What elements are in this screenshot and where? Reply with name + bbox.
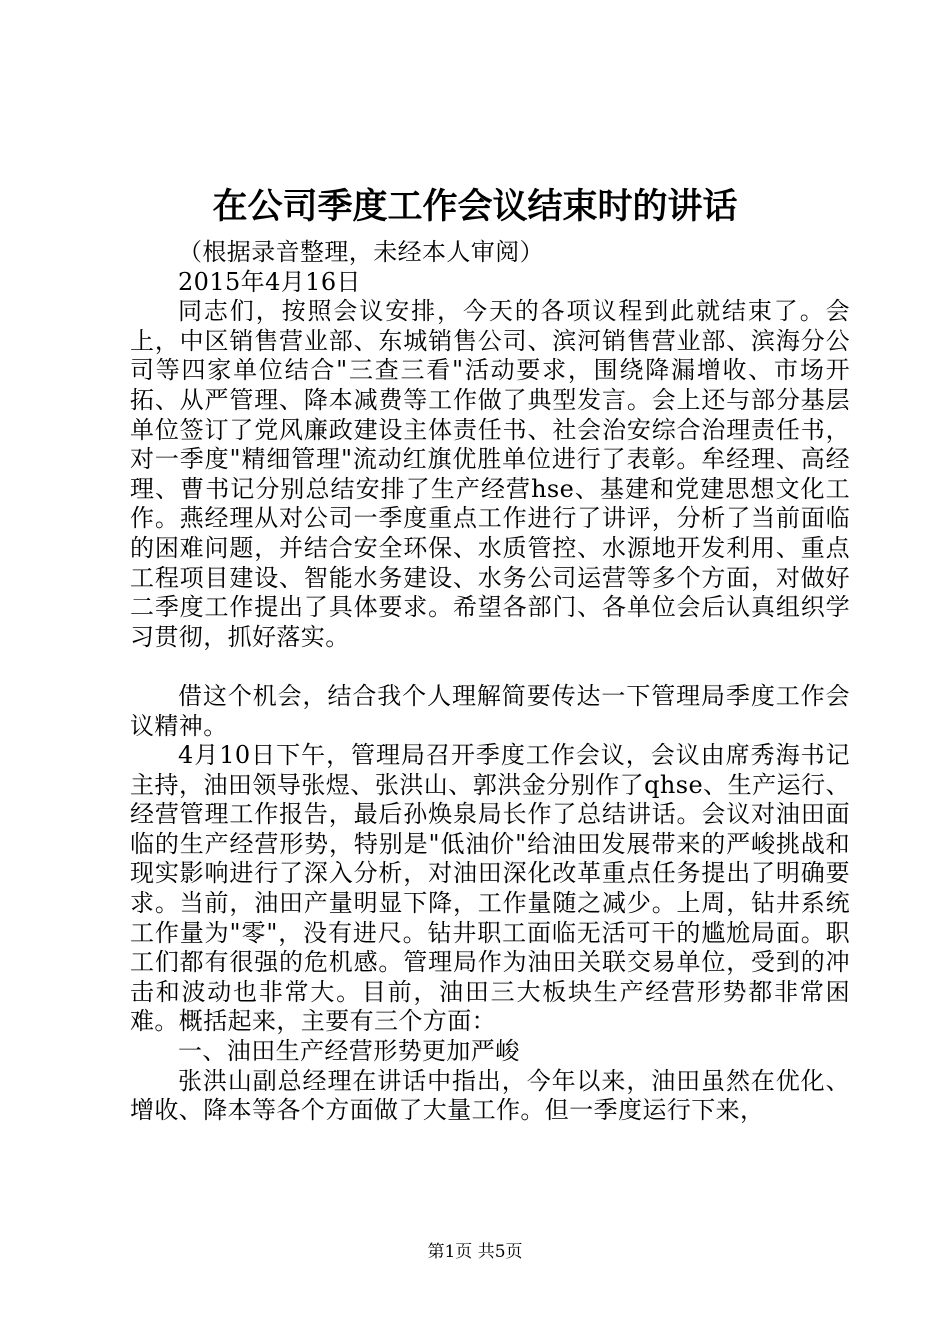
document-date: 2015年4月16日 bbox=[178, 267, 361, 296]
body-paragraph: 张洪山副总经理在讲话中指出，今年以来，油田虽然在优化、增收、降本等各个方面做了大量工作。但一季度运行下来， bbox=[130, 1066, 850, 1125]
body-paragraph: 4月10日下午，管理局召开季度工作会议，会议由席秀海书记主持，油田领导张煜、张洪山、郭洪金分别作了qhse、生产运行、经营管理工作报告，最后孙焕泉局长作了总结讲话。会议对油田面临的生产经营形势，特别是"低油价"给油田发展带来的严峻挑战和现实影响进行了深入分析，对油田深化改革重点任务提出了明确要求。当前，油田产量明显下降，工作量随之减少。上周，钻井系统工作量为"零"，没有进尺。钻井职工面临无活可干的尴尬局面。职工们都有很强的危机感。管理局作为油田关联交易单位，受到的冲击和波动也非常大。目前，油田三大板块生产经营形势都非常困难。概括起来，主要有三个方面： bbox=[130, 741, 850, 1036]
body-paragraph: 同志们，按照会议安排，今天的各项议程到此就结束了。会上，中区销售营业部、东城销售公司、滨河销售营业部、滨海分公司等四家单位结合"三查三看"活动要求，围绕降漏增收、市场开拓、从严管理、降本减费等工作做了典型发言。会上还与部分基层单位签订了党风廉政建设主体责任书、社会治安综合治理责任书，对一季度"精细管理"流动红旗优胜单位进行了表彰。牟经理、高经理、曹书记分别总结安排了生产经营hse、基建和党建思想文化工作。燕经理从对公司一季度重点工作进行了讲评，分析了当前面临的困难问题，并结合安全环保、水质管控、水源地开发利用、重点工程项目建设、智能水务建设、水务公司运营等多个方面，对做好二季度工作提出了具体要求。希望各部门、各单位会后认真组织学习贯彻，抓好落实。 bbox=[130, 297, 850, 651]
paragraph-spacer bbox=[130, 652, 850, 682]
recording-note: （根据录音整理，未经本人审阅） bbox=[178, 238, 544, 266]
page-footer: 第1页 共5页 bbox=[427, 1242, 523, 1262]
document-body bbox=[130, 238, 850, 1126]
section-heading: 一、油田生产经营形势更加严峻 bbox=[178, 1037, 520, 1066]
document-title: 在公司季度工作会议结束时的讲话 bbox=[212, 186, 738, 227]
body-paragraph: 借这个机会，结合我个人理解简要传达一下管理局季度工作会议精神。 bbox=[130, 681, 850, 740]
